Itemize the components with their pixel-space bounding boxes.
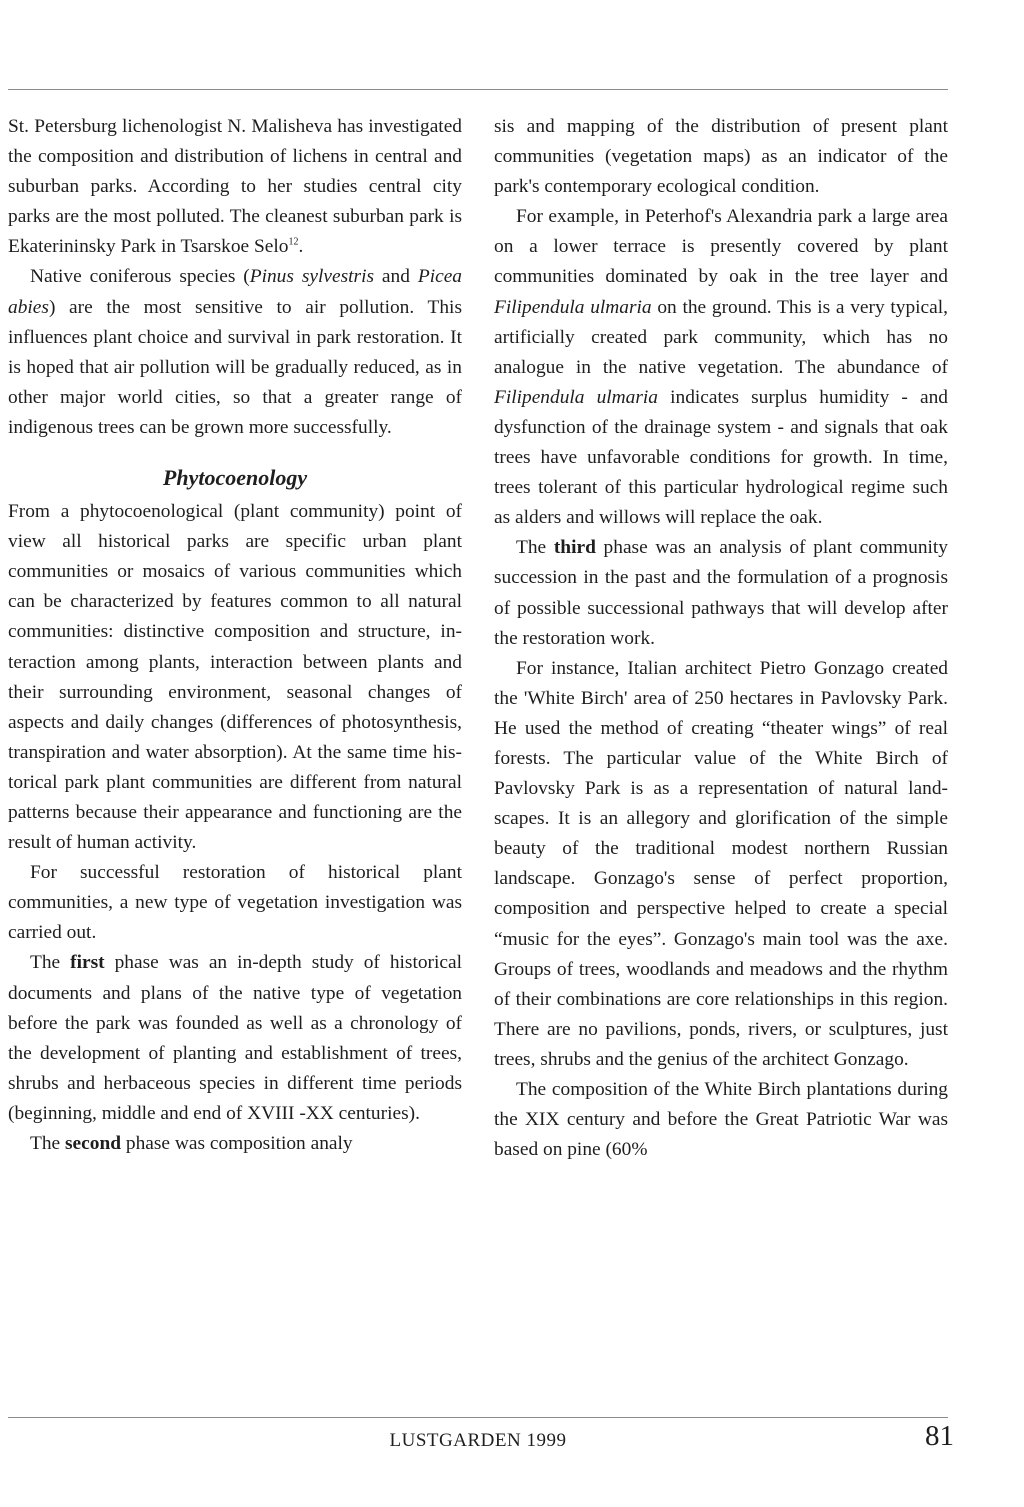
paragraph: The first phase was an in-depth study of historical documents and plans of the native type of vegetation before the park was founded as well as a chronology of the development of planting and establishment of trees, shrubs and herbaceous species in different time periods (beginning, middle and end of XVIII -XX centuries). <box>8 952 462 1124</box>
top-rule <box>8 89 948 90</box>
paragraph: From a phytocoenological (plant community) point of view all historical parks are specific urban plant communities or mosaics of various communities which can be characterized by features common to all natural communities: distinctive composition and structure, interaction among plants, interaction between plants and their surrounding environment, seasonal changes of aspects and daily changes (differences of photosynthesis, transpiration and water absorption). At the same time historical park plant communities are different from natural patterns because their appearance and functioning are the result of human activity. <box>8 501 462 854</box>
footnote-ref: 12 <box>288 236 299 248</box>
species-name: Filipendula ulmaria <box>494 296 652 318</box>
paragraph: Native coniferous species (Pinus sylvestris and Picea abies) are the most sensitive to air pollution. This influences plant choice and survival in park restoration. It is hoped that air pollution will be gradually reduced, as in other major world cities, so that a greater range of indigenous trees can be grown more successfully. <box>8 266 462 438</box>
bold-term: second <box>65 1133 122 1154</box>
paragraph: The second phase was composition analy <box>30 1133 353 1154</box>
paragraph: For example, in Peterhof's Alexandria park a large area on a lower terrace is presently covered by plant communities dominated by oak in the tree layer and Filipendula ulmaria on the ground. This is a very typical, artificially created park community, which has no analogue in the native vegetation. The abundance of Filipendula ulmaria indicates surplus humidity - and dysfunction of the drainage system - and signals that oak trees have unfavorable conditions for growth. In time, trees tolerant of this particular hydrological regime such as alders and willows will replace the oak. <box>494 206 948 529</box>
bold-term: first <box>70 952 105 974</box>
publication-name: LUSTGARDEN 1999 <box>389 1430 567 1451</box>
bottom-rule <box>8 1417 948 1418</box>
paragraph: The composition of the White Birch plantations during the XIX century and before the Great Patriotic War was based on pine (60% <box>494 1079 948 1161</box>
species-name: Picea abies <box>8 266 462 318</box>
species-name: Pinus sylvestris <box>249 266 375 288</box>
paragraph: For successful restoration of historical plant communities, a new type of vegetation investigation was carried out. <box>8 862 462 944</box>
paragraph: The third phase was an analysis of plant community succession in the past and the formulation of a prognosis of possible successional pathways that will develop after the restoration work. <box>494 537 949 649</box>
paragraph: For instance, Italian architect Pietro Gonzago created the 'White Birch' area of 250 hectares in Pavlovsky Park. He used the method of creating “theater wings” of real forests. The particular value of the White Birch of Pavlovsky Park is as a representation of natural landscapes. It is an allegory and glorification of the simple beauty of the traditional modest northern Russian landscape. Gonzago's sense of perfect proportion, composition and perspective helped to create a special “music for the eyes”. Gonzago's main tool was the axe. Groups of trees, woodlands and meadows and the rhythm of their combinations are core relationships in this region. There are no pavilions, ponds, rivers, or sculptures, just trees, shrubs and the genius of the architect Gonzago. <box>494 657 948 1070</box>
right-column <box>494 112 948 1165</box>
section-heading: Phytocoenology <box>162 465 308 491</box>
bold-term: third <box>553 537 596 559</box>
paragraph: sis and mapping of the distribution of present plant communities (vegetation maps) as an indicator of the park's contemporary ecological condition. <box>494 116 948 198</box>
paragraph: St. Petersburg lichenologist N. Malisheva has investigated the composition and distribution of lichens in central and suburban parks. According to her studies central city parks are the most polluted. The cleanest suburban park is Ekaterininsky Park in Tsarskoe Selo$^{12}$. <box>8 116 462 258</box>
species-name: Filipendula ulmaria <box>494 386 658 408</box>
left-column <box>8 112 462 1159</box>
page-number: 81 <box>925 1420 954 1452</box>
